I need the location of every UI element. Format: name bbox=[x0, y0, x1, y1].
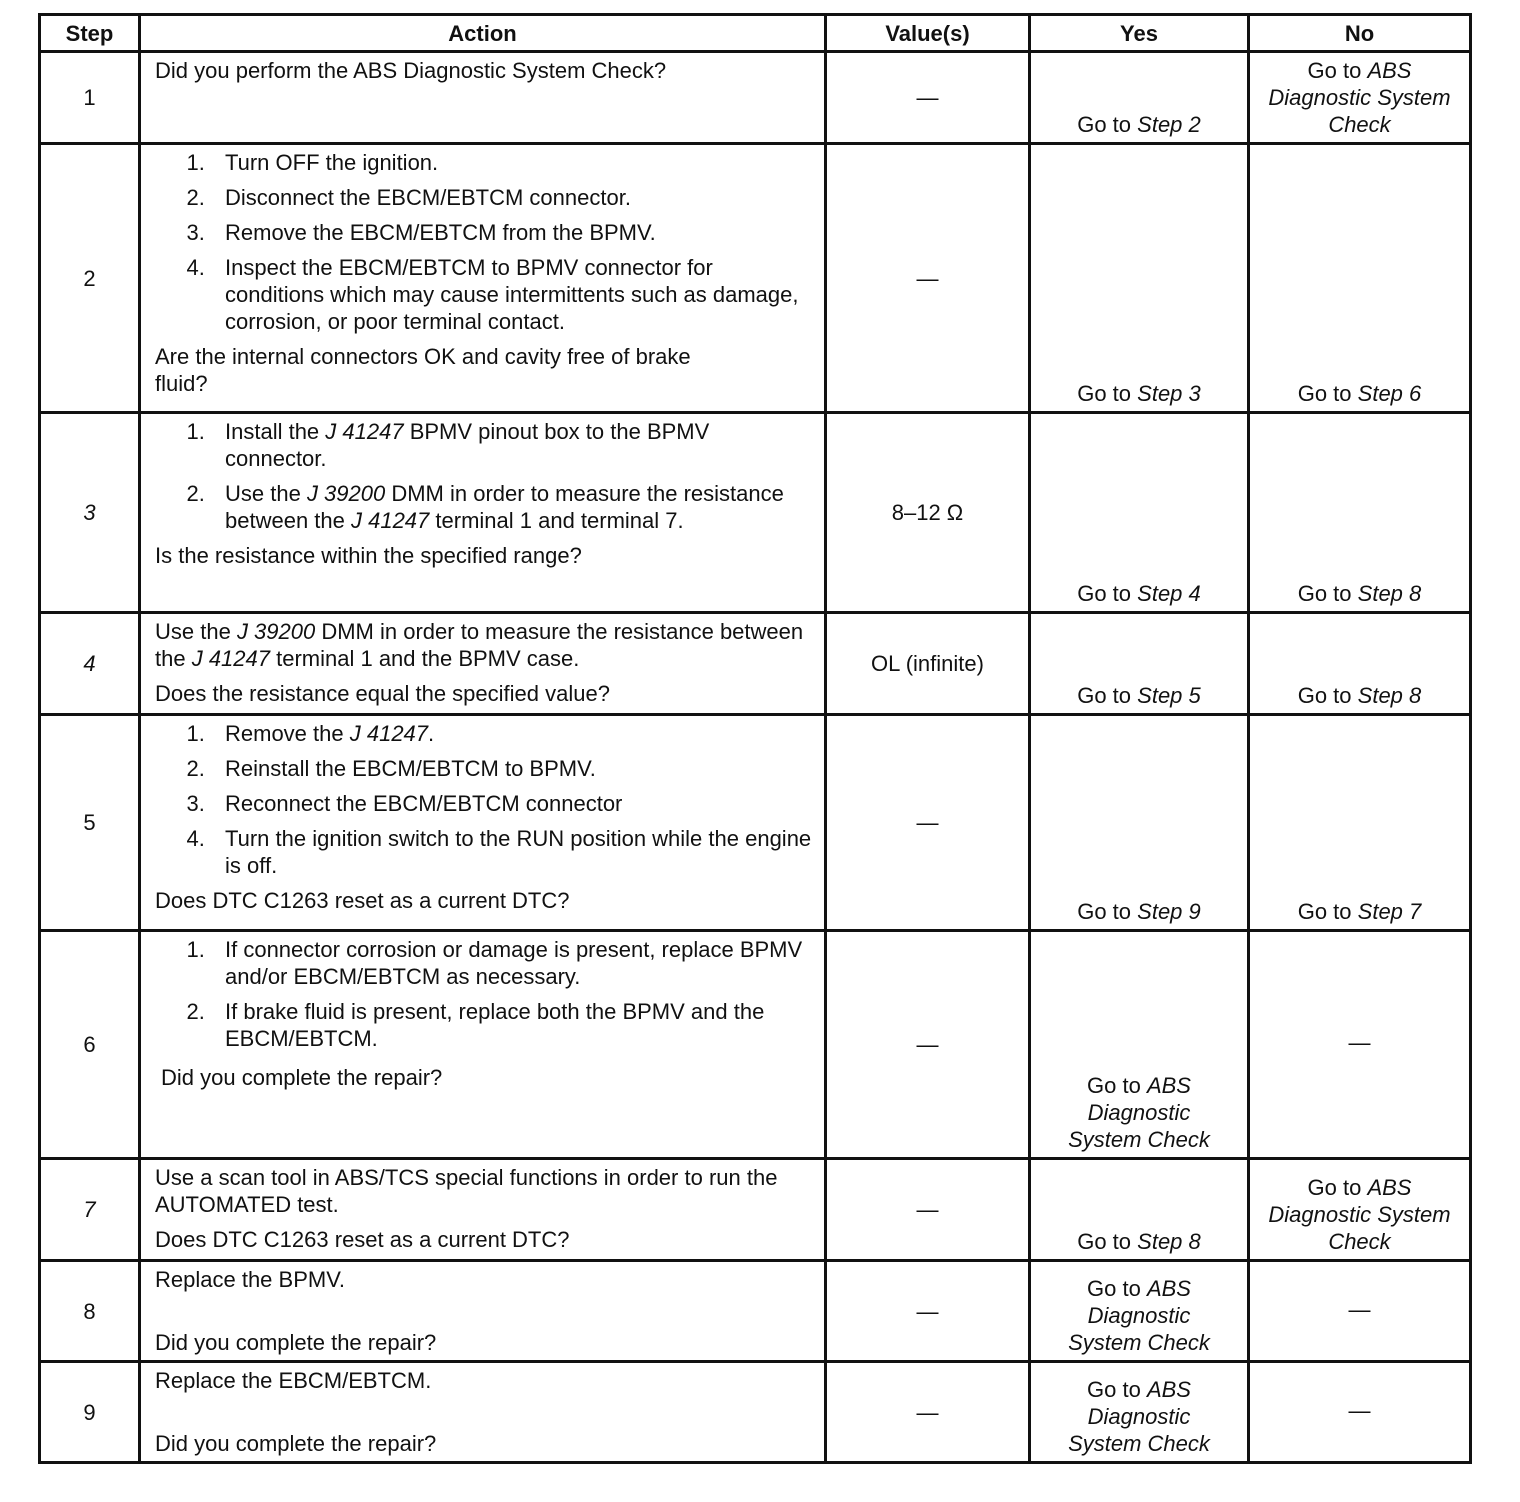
action-list bbox=[155, 149, 812, 335]
action-cell bbox=[140, 413, 826, 613]
step-number: 6 bbox=[40, 931, 140, 1159]
step-number: 8 bbox=[40, 1261, 140, 1362]
table-row bbox=[40, 613, 1471, 715]
step-number: 2 bbox=[40, 144, 140, 413]
no-target: ABS Diagnostic System Check bbox=[1268, 58, 1451, 137]
yes-cell: Go to Step 5 bbox=[1030, 613, 1249, 715]
yes-target: Step 8 bbox=[1137, 1229, 1201, 1254]
action-item: 1. Turn OFF the ignition. bbox=[211, 149, 812, 176]
action-cell bbox=[140, 1261, 826, 1362]
action-list bbox=[155, 418, 812, 534]
value-cell: — bbox=[826, 52, 1030, 144]
value-cell: OL (infinite) bbox=[826, 613, 1030, 715]
table-row bbox=[40, 931, 1471, 1159]
action-cell bbox=[140, 1362, 826, 1463]
action-cell bbox=[140, 52, 826, 144]
diagnostic-table bbox=[38, 13, 1472, 1464]
action-question: Does DTC C1263 reset as a current DTC? bbox=[155, 888, 570, 913]
no-cell: Go to Step 8 bbox=[1249, 613, 1471, 715]
action-text: Replace the EBCM/EBTCM. bbox=[155, 1368, 432, 1393]
yes-cell: Go to Step 4 bbox=[1030, 413, 1249, 613]
value-cell: — bbox=[826, 1159, 1030, 1261]
table-row bbox=[40, 1362, 1471, 1463]
header-row bbox=[40, 15, 1471, 52]
action-question: Does DTC C1263 reset as a current DTC? bbox=[155, 1227, 570, 1252]
value-cell: — bbox=[826, 1362, 1030, 1463]
header-step: Step bbox=[40, 15, 140, 52]
yes-target: Step 9 bbox=[1137, 899, 1201, 924]
table-row bbox=[40, 144, 1471, 413]
value-cell: 8–12 Ω bbox=[826, 413, 1030, 613]
action-cell bbox=[140, 1159, 826, 1261]
no-cell: Go to ABS Diagnostic System Check bbox=[1249, 1159, 1471, 1261]
no-cell: Go to Step 6 bbox=[1249, 144, 1471, 413]
header-action: Action bbox=[140, 15, 826, 52]
no-cell: — bbox=[1249, 1261, 1471, 1362]
yes-cell: Go to Step 3 bbox=[1030, 144, 1249, 413]
action-cell bbox=[140, 931, 826, 1159]
action-item: 1. Remove the J 41247. bbox=[211, 720, 812, 747]
header-no: No bbox=[1249, 15, 1471, 52]
table-row bbox=[40, 1159, 1471, 1261]
no-cell: — bbox=[1249, 931, 1471, 1159]
no-cell: — bbox=[1249, 1362, 1471, 1463]
no-target: Step 6 bbox=[1357, 381, 1422, 406]
action-item: 3. Reconnect the EBCM/EBTCM connector bbox=[211, 790, 812, 817]
no-cell: Go to Step 8 bbox=[1249, 413, 1471, 613]
no-target: Step 7 bbox=[1357, 899, 1422, 924]
no-target: Step 8 bbox=[1357, 683, 1422, 708]
action-question: Did you complete the repair? bbox=[155, 1330, 437, 1355]
action-question: Are the internal connectors OK and cavity free of brake fluid? bbox=[155, 344, 691, 396]
action-item: 2. Reinstall the EBCM/EBTCM to BPMV. bbox=[211, 755, 812, 782]
yes-cell: Go to Step 9 bbox=[1030, 715, 1249, 931]
action-item: 2. Disconnect the EBCM/EBTCM connector. bbox=[211, 184, 812, 211]
yes-target: ABS Diagnostic System Check bbox=[1068, 1073, 1210, 1152]
step-number: 3 bbox=[40, 413, 140, 613]
table-row bbox=[40, 715, 1471, 931]
action-list bbox=[155, 936, 812, 1052]
action-item: 4. Inspect the EBCM/EBTCM to BPMV connector for conditions which may cause intermittents such as damage, corrosion, or poor terminal contact. bbox=[211, 254, 812, 335]
yes-target: Step 2 bbox=[1137, 112, 1201, 137]
yes-cell: Go to ABS Diagnostic System Check bbox=[1030, 1261, 1249, 1362]
step-number: 1 bbox=[40, 52, 140, 144]
yes-cell: Go to Step 8 bbox=[1030, 1159, 1249, 1261]
action-item: 1. Install the J 41247 BPMV pinout box to the BPMV connector. bbox=[211, 418, 812, 472]
action-question: Is the resistance within the specified range? bbox=[155, 543, 582, 568]
action-text: Replace the BPMV. bbox=[155, 1267, 345, 1292]
no-target: Step 8 bbox=[1357, 581, 1422, 606]
table-row bbox=[40, 52, 1471, 144]
action-question: Does the resistance equal the specified value? bbox=[155, 681, 610, 706]
no-target: ABS Diagnostic System Check bbox=[1268, 1175, 1451, 1254]
action-cell bbox=[140, 715, 826, 931]
table-row bbox=[40, 413, 1471, 613]
step-number: 5 bbox=[40, 715, 140, 931]
action-item: 3. Remove the EBCM/EBTCM from the BPMV. bbox=[211, 219, 812, 246]
action-cell bbox=[140, 144, 826, 413]
value-cell: — bbox=[826, 144, 1030, 413]
yes-target: ABS Diagnostic System Check bbox=[1068, 1377, 1210, 1456]
action-question: Did you perform the ABS Diagnostic System Check? bbox=[155, 58, 667, 83]
yes-cell: Go to ABS Diagnostic System Check bbox=[1030, 931, 1249, 1159]
yes-target: Step 4 bbox=[1137, 581, 1201, 606]
action-question: Did you complete the repair? bbox=[155, 1431, 437, 1456]
action-text: Use a scan tool in ABS/TCS special functions in order to run the AUTOMATED test. bbox=[155, 1165, 778, 1217]
header-values: Value(s) bbox=[826, 15, 1030, 52]
yes-cell: Go to Step 2 bbox=[1030, 52, 1249, 144]
value-cell: — bbox=[826, 1261, 1030, 1362]
yes-target: Step 5 bbox=[1137, 683, 1201, 708]
action-item: 2. If brake fluid is present, replace both the BPMV and the EBCM/EBTCM. bbox=[211, 998, 812, 1052]
no-cell: Go to Step 7 bbox=[1249, 715, 1471, 931]
action-cell bbox=[140, 613, 826, 715]
value-cell: — bbox=[826, 931, 1030, 1159]
table-row bbox=[40, 1261, 1471, 1362]
yes-target: ABS Diagnostic System Check bbox=[1068, 1276, 1210, 1355]
action-list bbox=[155, 720, 812, 879]
step-number: 9 bbox=[40, 1362, 140, 1463]
action-text: Use the J 39200 DMM in order to measure the resistance between the J 41247 terminal 1 and the BPMV case. bbox=[155, 619, 804, 671]
step-number: 7 bbox=[40, 1159, 140, 1261]
action-item: 4. Turn the ignition switch to the RUN position while the engine is off. bbox=[211, 825, 812, 879]
yes-target: Step 3 bbox=[1137, 381, 1201, 406]
yes-cell: Go to ABS Diagnostic System Check bbox=[1030, 1362, 1249, 1463]
action-question: Did you complete the repair? bbox=[161, 1065, 443, 1090]
action-item: 1. If connector corrosion or damage is present, replace BPMV and/or EBCM/EBTCM as necessary. bbox=[211, 936, 812, 990]
no-cell: Go to ABS Diagnostic System Check bbox=[1249, 52, 1471, 144]
value-cell: — bbox=[826, 715, 1030, 931]
step-number: 4 bbox=[40, 613, 140, 715]
header-yes: Yes bbox=[1030, 15, 1249, 52]
action-item: 2. Use the J 39200 DMM in order to measure the resistance between the J 41247 terminal 1 and terminal 7. bbox=[211, 480, 812, 534]
